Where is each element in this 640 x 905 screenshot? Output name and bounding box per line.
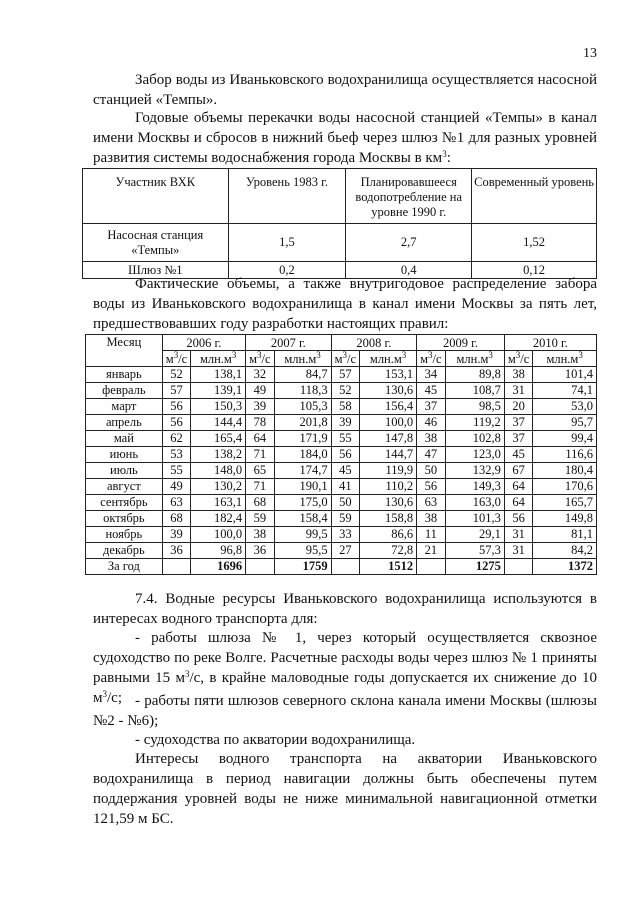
header-year: 2010 г. [504,335,596,351]
header-unit-flow: $м^3/с$ [417,351,446,367]
volume-cell: 100,0 [191,527,246,543]
volume-cell: 101,3 [445,511,504,527]
header-unit-flow: $м^3/с$ [246,351,275,367]
total-label: За год [86,559,163,575]
paragraph-actual-volumes [93,274,597,334]
table-cell: Шлюз №1 [83,262,229,279]
flow-cell: 63 [417,495,446,511]
volume-cell: 110,2 [360,479,417,495]
volume-cell: 158,4 [274,511,331,527]
flow-cell: 56 [504,511,533,527]
flow-cell: 50 [417,463,446,479]
volume-cell: 84,7 [274,367,331,383]
volume-cell: 118,3 [274,383,331,399]
total-cell: 1512 [360,559,417,575]
flow-cell: 52 [331,383,360,399]
volume-cell: 116,6 [533,447,597,463]
flow-cell: 52 [162,367,191,383]
volume-cell: 201,8 [274,415,331,431]
volume-cell: 53,0 [533,399,597,415]
volume-cell: 81,1 [533,527,597,543]
flow-cell: 37 [504,415,533,431]
flow-cell: 64 [504,479,533,495]
volume-cell: 156,4 [360,399,417,415]
table-row [86,367,597,383]
flow-cell: 53 [162,447,191,463]
flow-cell: 39 [162,527,191,543]
total-empty-cell [162,559,191,575]
volume-cell: 139,1 [191,383,246,399]
superscript: 3 [184,669,190,679]
paragraph-lock-1-text-mid: /с, в крайне маловодные годы допускается их снижение до 10 м [93,670,597,706]
month-cell: январь [86,367,163,383]
paragraph-water-transport-text: Интересы водного транспорта на акватории Иваньковского водохранилища в период навигации должны быть обеспечены путем поддержания уровней воды не ниже минимальной навигационной отметки 121,59 м БС. [93,751,597,827]
flow-cell: 27 [331,543,360,559]
punctuation: : [446,150,451,166]
month-cell: декабрь [86,543,163,559]
flow-cell: 37 [417,399,446,415]
header-current-level: Современный уровень [472,169,597,224]
volume-cell: 105,3 [274,399,331,415]
volume-cell: 29,1 [445,527,504,543]
volume-cell: 163,0 [445,495,504,511]
flow-cell: 31 [504,543,533,559]
flow-cell: 33 [331,527,360,543]
month-cell: октябрь [86,511,163,527]
paragraph-five-locks [93,691,597,731]
table-row [86,415,597,431]
volume-cell: 119,2 [445,415,504,431]
volume-cell: 170,6 [533,479,597,495]
header-participant: Участник ВХК [83,169,229,224]
volume-cell: 144,7 [360,447,417,463]
header-unit-flow: $м^3/с$ [162,351,191,367]
table-cell: 0,12 [472,262,597,279]
flow-cell: 34 [417,367,446,383]
volume-cell: 101,4 [533,367,597,383]
volume-cell: 96,8 [191,543,246,559]
page-number: 13 [583,46,597,61]
paragraph-navigation-text: - судоходства по акватории водохранилища. [135,732,416,748]
volume-cell: 138,1 [191,367,246,383]
volume-cell: 182,4 [191,511,246,527]
table-row [86,511,597,527]
flow-cell: 36 [162,543,191,559]
flow-cell: 36 [246,543,275,559]
flow-cell: 49 [246,383,275,399]
volume-cell: 99,4 [533,431,597,447]
volume-cell: 148,0 [191,463,246,479]
total-cell: 1759 [274,559,331,575]
flow-cell: 45 [417,383,446,399]
volume-cell: 149,3 [445,479,504,495]
volume-cell: 84,2 [533,543,597,559]
monthly-table-year-header [86,335,597,351]
table-row [86,463,597,479]
volume-cell: 102,8 [445,431,504,447]
volume-cell: 74,1 [533,383,597,399]
superscript: 3 [102,689,107,699]
volume-cell: 130,6 [360,495,417,511]
header-unit-volume: $млн.м^3$ [191,351,246,367]
paragraph-actual-volumes-text: Фактические объемы, а также внутригодовое распределение забора воды из Иваньковского водохранилища в канал имени Москвы за пять лет, предшествовавших году разработки настоящих правил: [93,276,597,332]
header-year: 2007 г. [246,335,332,351]
volume-cell: 98,5 [445,399,504,415]
header-unit-volume: $млн.м^3$ [360,351,417,367]
flow-cell: 31 [504,527,533,543]
flow-cell: 47 [417,447,446,463]
paragraph-navigation [93,730,597,750]
flow-cell: 64 [246,431,275,447]
volume-cell: 100,0 [360,415,417,431]
volume-cell: 130,6 [360,383,417,399]
flow-cell: 38 [246,527,275,543]
paragraph-lock-1-text-tail: /с; [107,690,122,706]
month-cell: июль [86,463,163,479]
total-cell: 1372 [533,559,597,575]
flow-cell: 65 [246,463,275,479]
volume-cell: 144,4 [191,415,246,431]
paragraph-water-transport [93,749,597,829]
flow-cell: 45 [331,463,360,479]
table-cell: 1,52 [472,224,597,262]
volume-cell: 95,5 [274,543,331,559]
month-cell: август [86,479,163,495]
volumes-table-header [83,169,597,224]
volume-cell: 119,9 [360,463,417,479]
volume-cell: 180,4 [533,463,597,479]
total-row [86,559,597,575]
table-row [86,383,597,399]
header-month: Месяц [86,335,163,367]
header-year: 2006 г. [162,335,245,351]
volume-cell: 99,5 [274,527,331,543]
header-year: 2008 г. [331,335,417,351]
total-empty-cell [331,559,360,575]
flow-cell: 38 [504,367,533,383]
section-7-4-text: 7.4. Водные ресурсы Иваньковского водохранилища используются в интересах водного транспорта для: [93,591,597,627]
table-row [86,495,597,511]
flow-cell: 39 [246,399,275,415]
flow-cell: 62 [162,431,191,447]
table-cell: 0,4 [346,262,472,279]
flow-cell: 50 [331,495,360,511]
total-cell: 1696 [191,559,246,575]
flow-cell: 71 [246,479,275,495]
month-cell: февраль [86,383,163,399]
paragraph-annual-volumes [93,108,597,168]
month-cell: март [86,399,163,415]
flow-cell: 59 [246,511,275,527]
flow-cell: 38 [417,431,446,447]
volume-cell: 72,8 [360,543,417,559]
paragraph-annual-volumes-text: Годовые объемы перекачки воды насосной станцией «Темпы» в канал имени Москвы и сбросов в нижний бьеф через шлюз №1 для разных уровней развития системы водоснабжения города Москвы в км [93,110,597,166]
total-empty-cell [246,559,275,575]
volume-cell: 190,1 [274,479,331,495]
table-row [86,399,597,415]
monthly-intake-table [85,334,597,575]
volume-cell: 147,8 [360,431,417,447]
flow-cell: 59 [331,511,360,527]
flow-cell: 58 [331,399,360,415]
total-empty-cell [417,559,446,575]
flow-cell: 71 [246,447,275,463]
paragraph-intake-text: Забор воды из Иваньковского водохранилища осуществляется насосной станцией «Темпы». [93,72,597,108]
flow-cell: 46 [417,415,446,431]
flow-cell: 78 [246,415,275,431]
header-planned-1990: Планировавшееся водопотребление на уровне 1990 г. [346,169,472,224]
table-cell: Насосная станция «Темпы» [83,224,229,262]
flow-cell: 38 [417,511,446,527]
total-empty-cell [504,559,533,575]
volume-cell: 130,2 [191,479,246,495]
header-unit-flow: $м^3/с$ [331,351,360,367]
month-cell: май [86,431,163,447]
table-cell: 0,2 [228,262,346,279]
volume-cell: 153,1 [360,367,417,383]
flow-cell: 39 [331,415,360,431]
volume-cell: 123,0 [445,447,504,463]
table-cell: 1,5 [228,224,346,262]
volume-cell: 163,1 [191,495,246,511]
volume-cell: 165,7 [533,495,597,511]
paragraph-intake [93,70,597,110]
month-cell: июнь [86,447,163,463]
flow-cell: 67 [504,463,533,479]
header-level-1983: Уровень 1983 г. [228,169,346,224]
volume-cell: 57,3 [445,543,504,559]
flow-cell: 64 [504,495,533,511]
flow-cell: 57 [162,383,191,399]
flow-cell: 21 [417,543,446,559]
flow-cell: 56 [417,479,446,495]
flow-cell: 32 [246,367,275,383]
month-cell: сентябрь [86,495,163,511]
month-cell: апрель [86,415,163,431]
monthly-table-unit-header [86,351,597,367]
flow-cell: 56 [162,415,191,431]
flow-cell: 63 [162,495,191,511]
flow-cell: 20 [504,399,533,415]
flow-cell: 49 [162,479,191,495]
table-row [83,224,597,262]
header-year: 2009 г. [417,335,505,351]
volume-cell: 89,8 [445,367,504,383]
volume-cell: 174,7 [274,463,331,479]
volume-cell: 138,2 [191,447,246,463]
table-row [86,447,597,463]
table-cell: 2,7 [346,224,472,262]
flow-cell: 31 [504,383,533,399]
flow-cell: 68 [246,495,275,511]
volume-cell: 171,9 [274,431,331,447]
volume-cell: 108,7 [445,383,504,399]
section-7-4 [93,589,597,629]
table-row [86,527,597,543]
paragraph-lock-1-text: - работы шлюза № 1, через который осуществляется сквозное судоходство по реке Волге. Расчетные расходы воды через шлюз № 1 приняты равными 15 м [93,630,597,686]
paragraph-five-locks-text: - работы пяти шлюзов северного склона канала имени Москвы (шлюзы №2 - №6); [93,693,597,729]
volume-cell: 175,0 [274,495,331,511]
flow-cell: 55 [162,463,191,479]
volume-cell: 158,8 [360,511,417,527]
volume-cell: 184,0 [274,447,331,463]
flow-cell: 11 [417,527,446,543]
flow-cell: 45 [504,447,533,463]
flow-cell: 68 [162,511,191,527]
volume-cell: 132,9 [445,463,504,479]
flow-cell: 55 [331,431,360,447]
flow-cell: 57 [331,367,360,383]
volume-cell: 165,4 [191,431,246,447]
table-row [86,479,597,495]
month-cell: ноябрь [86,527,163,543]
header-unit-volume: $млн.м^3$ [274,351,331,367]
header-unit-volume: $млн.м^3$ [445,351,504,367]
superscript: 3 [442,149,447,159]
table-row [86,543,597,559]
header-unit-flow: $м^3/с$ [504,351,533,367]
volume-cell: 149,8 [533,511,597,527]
table-row [86,431,597,447]
flow-cell: 37 [504,431,533,447]
volume-cell: 150,3 [191,399,246,415]
volume-cell: 86,6 [360,527,417,543]
volumes-table [82,168,597,279]
header-unit-volume: $млн.м^3$ [533,351,597,367]
flow-cell: 56 [162,399,191,415]
total-cell: 1275 [445,559,504,575]
flow-cell: 56 [331,447,360,463]
volume-cell: 95,7 [533,415,597,431]
flow-cell: 41 [331,479,360,495]
